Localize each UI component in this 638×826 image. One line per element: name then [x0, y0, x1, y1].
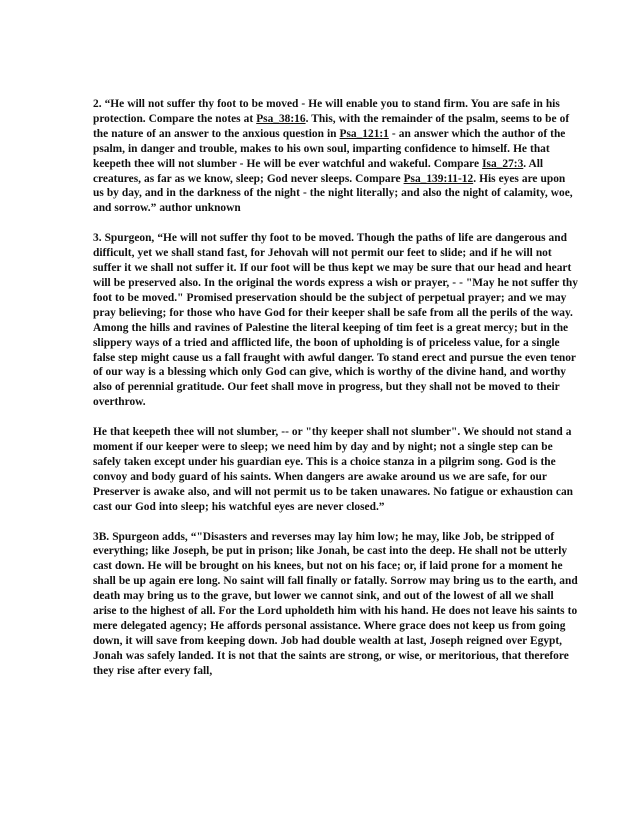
paragraph-text: 2. “He will not suffer thy foot to be moved - He will enable you to stand firm. You are safe in his protection. Compare the notes at: [93, 98, 560, 125]
scripture-link-psa-139-11-12[interactable]: Psa_139:11-12: [403, 172, 474, 185]
paragraph-2: [93, 97, 578, 216]
paragraph-text: . His eyes are upon us by day, and in the darkness of the night - the night literally; and also the night of calamity, woe, and sorrow.” author unknown: [93, 172, 573, 215]
paragraph-text: . This, with the remainder of the psalm, seems to be of the nature of an answer to the anxious question in: [93, 112, 570, 140]
scripture-link-psa-38-16[interactable]: Psa_38:16: [256, 112, 306, 125]
paragraph-text: 3. Spurgeon, “He will not suffer thy foot to be moved. Though the paths of life are dangerous and difficult, yet we shall stand fast, for Jehovah will not permit our feet to slide; and if he will not suffer it we shall not suffer it. If our foot will be thus kept we may be sure that our head and heart will be preserved also. In the original the words express a wish or prayer, - - "May he not suffer thy foot to be moved." Promised preservation should be the subject of perpetual prayer; and we may pray believing; for those who have God for their keeper shall be safe from all the perils of the way. Among the hills and ravines of Palestine the literal keeping of tim feet is a great mercy; but in the slippery ways of a tried and afflicted life, the boon of upholding is of priceless value, for a single false step might cause us a fall fraught with awful danger. To stand erect and pursue the even tenor of our way is a blessing which only God can give, which is worthy of the divine hand, and worthy also of perennial gratitude. Our feet shall move in progress, but they shall not be moved to their overthrow.: [93, 232, 578, 409]
paragraph-text: . All creatures, as far as we know, sleep; God never sleeps. Compare: [93, 157, 544, 185]
paragraph-text: He that keepeth thee will not slumber, -- or "thy keeper shall not slumber". We should not stand a moment if our keeper were to sleep; we need him by day and by night; not a single step can be safely taken except under his guardian eye. This is a choice stanza in a pilgrim song. God is the convoy and body guard of his saints. When dangers are awake around us we are safe, for our Preserver is awake also, and will not permit us to be taken unawares. No fatigue or exhaustion can cast our God into sleep; his watchful eyes are never closed.”: [93, 426, 574, 513]
paragraph-3b: [93, 530, 578, 679]
paragraph-keeper: [93, 425, 578, 514]
paragraph-text: 3B. Spurgeon adds, “"Disasters and reverses may lay him low; he may, like Job, be stripped of everything; like Joseph, be put in prison; like Jonah, be cast into the deep. He shall not be utterly cast down. He will be brought on his knees, but not on his face; or, if laid prone for a moment he shall be up again ere long. No saint will fall finally or fatally. Sorrow may bring us to the earth, and death may bring us to the grave, but lower we cannot sink, and out of the lowest of all we shall arise to the highest of all. For the Lord upholdeth him with his hand. He does not leave his saints to mere delegated agency; He affords personal assistance. Where grace does not keep us from going down, it will save from keeping down. Job had double wealth at last, Joseph reigned over Egypt, Jonah was safely landed. It is not that the saints are strong, or wise, or meritorious, that therefore they rise after every fall,: [93, 530, 578, 677]
paragraph-3: [93, 231, 578, 410]
paragraph-text: - an answer which the author of the psalm, in danger and trouble, makes to his own soul, imparting confidence to himself. He that keepeth thee will not slumber - He will be ever watchful and wakeful. Compare: [93, 127, 566, 170]
scripture-link-psa-121-1[interactable]: Psa_121:1: [339, 127, 389, 140]
scripture-link-isa-27-3[interactable]: Isa_27:3: [482, 157, 524, 170]
